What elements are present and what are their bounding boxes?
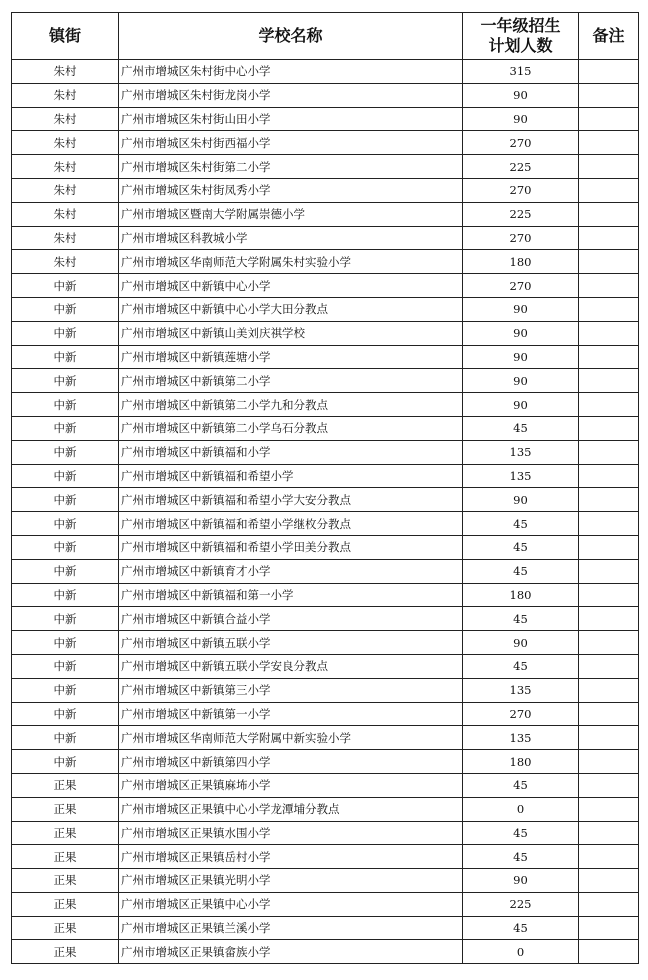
town-cell: 中新 xyxy=(12,345,119,369)
town-cell: 朱村 xyxy=(12,202,119,226)
school-name-cell: 广州市增城区正果镇中心小学龙潭埔分教点 xyxy=(119,797,463,821)
note-cell xyxy=(579,821,639,845)
table-row xyxy=(12,321,639,345)
table-row xyxy=(12,869,639,893)
town-cell: 正果 xyxy=(12,869,119,893)
quota-cell: 90 xyxy=(463,297,579,321)
quota-cell: 45 xyxy=(463,821,579,845)
school-name-cell: 广州市增城区朱村街第二小学 xyxy=(119,155,463,179)
note-cell xyxy=(579,607,639,631)
note-cell xyxy=(579,631,639,655)
town-cell: 中新 xyxy=(12,535,119,559)
school-name-cell: 广州市增城区中新镇合益小学 xyxy=(119,607,463,631)
table-row xyxy=(12,178,639,202)
table-row xyxy=(12,726,639,750)
note-cell xyxy=(579,750,639,774)
note-cell xyxy=(579,131,639,155)
quota-cell: 90 xyxy=(463,83,579,107)
note-cell xyxy=(579,512,639,536)
town-cell: 中新 xyxy=(12,393,119,417)
town-cell: 正果 xyxy=(12,892,119,916)
school-name-cell: 广州市增城区中新镇第三小学 xyxy=(119,678,463,702)
table-row xyxy=(12,131,639,155)
quota-cell: 45 xyxy=(463,845,579,869)
town-cell: 朱村 xyxy=(12,226,119,250)
town-cell: 正果 xyxy=(12,845,119,869)
table-row xyxy=(12,702,639,726)
town-cell: 朱村 xyxy=(12,107,119,131)
school-name-cell: 广州市增城区中新镇山美刘庆祺学校 xyxy=(119,321,463,345)
table-row xyxy=(12,83,639,107)
note-cell xyxy=(579,274,639,298)
table-row xyxy=(12,274,639,298)
table-row xyxy=(12,155,639,179)
quota-cell: 90 xyxy=(463,345,579,369)
school-name-cell: 广州市增城区中新镇第二小学九和分教点 xyxy=(119,393,463,417)
school-name-cell: 广州市增城区正果镇水围小学 xyxy=(119,821,463,845)
school-name-cell: 广州市增城区朱村街龙岗小学 xyxy=(119,83,463,107)
note-cell xyxy=(579,226,639,250)
note-cell xyxy=(579,345,639,369)
note-cell xyxy=(579,60,639,84)
school-name-cell: 广州市增城区正果镇兰溪小学 xyxy=(119,916,463,940)
school-name-cell: 广州市增城区中新镇五联小学安良分教点 xyxy=(119,654,463,678)
town-cell: 正果 xyxy=(12,916,119,940)
quota-cell: 225 xyxy=(463,202,579,226)
quota-cell: 0 xyxy=(463,940,579,964)
table-row xyxy=(12,416,639,440)
town-cell: 中新 xyxy=(12,512,119,536)
table-row xyxy=(12,559,639,583)
quota-cell: 315 xyxy=(463,60,579,84)
note-cell xyxy=(579,250,639,274)
note-cell xyxy=(579,202,639,226)
school-name-cell: 广州市增城区中新镇福和希望小学田美分教点 xyxy=(119,535,463,559)
header-school-name: 学校名称 xyxy=(119,13,463,60)
quota-cell: 90 xyxy=(463,393,579,417)
quota-cell: 225 xyxy=(463,892,579,916)
table-row xyxy=(12,345,639,369)
quota-cell: 135 xyxy=(463,464,579,488)
table-row xyxy=(12,607,639,631)
note-cell xyxy=(579,416,639,440)
note-cell xyxy=(579,464,639,488)
quota-cell: 90 xyxy=(463,631,579,655)
school-name-cell: 广州市增城区科教城小学 xyxy=(119,226,463,250)
header-town: 镇街 xyxy=(12,13,119,60)
town-cell: 中新 xyxy=(12,369,119,393)
table-row xyxy=(12,678,639,702)
town-cell: 中新 xyxy=(12,416,119,440)
note-cell xyxy=(579,797,639,821)
note-cell xyxy=(579,155,639,179)
town-cell: 中新 xyxy=(12,297,119,321)
table-row xyxy=(12,250,639,274)
school-name-cell: 广州市增城区中新镇第二小学乌石分教点 xyxy=(119,416,463,440)
quota-cell: 90 xyxy=(463,869,579,893)
table-row xyxy=(12,654,639,678)
quota-cell: 270 xyxy=(463,131,579,155)
note-cell xyxy=(579,393,639,417)
school-name-cell: 广州市增城区正果镇畲族小学 xyxy=(119,940,463,964)
quota-cell: 135 xyxy=(463,726,579,750)
school-name-cell: 广州市增城区中新镇福和希望小学大安分教点 xyxy=(119,488,463,512)
table-row xyxy=(12,464,639,488)
school-name-cell: 广州市增城区中新镇福和希望小学 xyxy=(119,464,463,488)
quota-cell: 45 xyxy=(463,416,579,440)
header-quota-line1: 一年级招生 xyxy=(480,16,561,35)
note-cell xyxy=(579,583,639,607)
note-cell xyxy=(579,535,639,559)
note-cell xyxy=(579,726,639,750)
table-row xyxy=(12,369,639,393)
quota-cell: 135 xyxy=(463,440,579,464)
school-name-cell: 广州市增城区中新镇五联小学 xyxy=(119,631,463,655)
town-cell: 中新 xyxy=(12,654,119,678)
school-name-cell: 广州市增城区朱村街西福小学 xyxy=(119,131,463,155)
header-note: 备注 xyxy=(579,13,639,60)
school-name-cell: 广州市增城区中新镇育才小学 xyxy=(119,559,463,583)
quota-cell: 90 xyxy=(463,369,579,393)
quota-cell: 90 xyxy=(463,488,579,512)
table-row xyxy=(12,393,639,417)
table-row xyxy=(12,845,639,869)
table-row xyxy=(12,631,639,655)
school-name-cell: 广州市增城区中新镇第二小学 xyxy=(119,369,463,393)
header-quota-line2: 计划人数 xyxy=(488,36,553,55)
quota-cell: 270 xyxy=(463,274,579,298)
town-cell: 朱村 xyxy=(12,60,119,84)
school-name-cell: 广州市增城区中新镇中心小学大田分教点 xyxy=(119,297,463,321)
school-name-cell: 广州市增城区中新镇中心小学 xyxy=(119,274,463,298)
school-name-cell: 广州市增城区中新镇第四小学 xyxy=(119,750,463,774)
note-cell xyxy=(579,321,639,345)
town-cell: 中新 xyxy=(12,750,119,774)
table-row xyxy=(12,488,639,512)
quota-cell: 90 xyxy=(463,107,579,131)
town-cell: 中新 xyxy=(12,607,119,631)
school-name-cell: 广州市增城区中新镇第一小学 xyxy=(119,702,463,726)
quota-cell: 225 xyxy=(463,155,579,179)
quota-cell: 45 xyxy=(463,654,579,678)
school-name-cell: 广州市增城区暨南大学附属崇德小学 xyxy=(119,202,463,226)
town-cell: 中新 xyxy=(12,321,119,345)
town-cell: 中新 xyxy=(12,559,119,583)
table-body xyxy=(12,60,639,964)
table-row xyxy=(12,773,639,797)
quota-cell: 45 xyxy=(463,916,579,940)
school-name-cell: 广州市增城区朱村街山田小学 xyxy=(119,107,463,131)
note-cell xyxy=(579,678,639,702)
quota-cell: 45 xyxy=(463,535,579,559)
town-cell: 朱村 xyxy=(12,155,119,179)
note-cell xyxy=(579,845,639,869)
note-cell xyxy=(579,369,639,393)
table-row xyxy=(12,107,639,131)
note-cell xyxy=(579,297,639,321)
note-cell xyxy=(579,940,639,964)
note-cell xyxy=(579,916,639,940)
table-row xyxy=(12,797,639,821)
table-row xyxy=(12,750,639,774)
quota-cell: 45 xyxy=(463,512,579,536)
town-cell: 正果 xyxy=(12,940,119,964)
school-name-cell: 广州市增城区朱村街中心小学 xyxy=(119,60,463,84)
note-cell xyxy=(579,559,639,583)
school-name-cell: 广州市增城区中新镇福和第一小学 xyxy=(119,583,463,607)
town-cell: 中新 xyxy=(12,678,119,702)
town-cell: 中新 xyxy=(12,726,119,750)
note-cell xyxy=(579,83,639,107)
school-name-cell: 广州市增城区正果镇麻㘵小学 xyxy=(119,773,463,797)
table-row xyxy=(12,202,639,226)
table-row xyxy=(12,226,639,250)
table-row xyxy=(12,583,639,607)
quota-cell: 270 xyxy=(463,702,579,726)
town-cell: 正果 xyxy=(12,797,119,821)
town-cell: 朱村 xyxy=(12,250,119,274)
school-name-cell: 广州市增城区正果镇光明小学 xyxy=(119,869,463,893)
note-cell xyxy=(579,107,639,131)
table-row xyxy=(12,512,639,536)
note-cell xyxy=(579,702,639,726)
town-cell: 朱村 xyxy=(12,83,119,107)
town-cell: 中新 xyxy=(12,583,119,607)
table-row xyxy=(12,916,639,940)
header-quota xyxy=(463,13,579,60)
school-name-cell: 广州市增城区正果镇岳村小学 xyxy=(119,845,463,869)
quota-cell: 45 xyxy=(463,773,579,797)
quota-cell: 90 xyxy=(463,321,579,345)
town-cell: 朱村 xyxy=(12,131,119,155)
school-name-cell: 广州市增城区中新镇福和小学 xyxy=(119,440,463,464)
quota-cell: 270 xyxy=(463,226,579,250)
quota-cell: 45 xyxy=(463,559,579,583)
school-name-cell: 广州市增城区华南师范大学附属朱村实验小学 xyxy=(119,250,463,274)
table-row xyxy=(12,892,639,916)
school-name-cell: 广州市增城区中新镇莲塘小学 xyxy=(119,345,463,369)
town-cell: 中新 xyxy=(12,631,119,655)
school-name-cell: 广州市增城区朱村街凤秀小学 xyxy=(119,178,463,202)
table-row xyxy=(12,821,639,845)
note-cell xyxy=(579,440,639,464)
quota-cell: 180 xyxy=(463,750,579,774)
note-cell xyxy=(579,488,639,512)
table-row xyxy=(12,440,639,464)
note-cell xyxy=(579,869,639,893)
quota-cell: 135 xyxy=(463,678,579,702)
town-cell: 中新 xyxy=(12,274,119,298)
table-row xyxy=(12,297,639,321)
quota-cell: 270 xyxy=(463,178,579,202)
town-cell: 中新 xyxy=(12,702,119,726)
note-cell xyxy=(579,654,639,678)
quota-cell: 0 xyxy=(463,797,579,821)
town-cell: 正果 xyxy=(12,821,119,845)
quota-cell: 45 xyxy=(463,607,579,631)
note-cell xyxy=(579,178,639,202)
table-header xyxy=(12,13,639,60)
enrollment-table xyxy=(11,12,639,964)
town-cell: 正果 xyxy=(12,773,119,797)
note-cell xyxy=(579,773,639,797)
table-row xyxy=(12,535,639,559)
town-cell: 中新 xyxy=(12,440,119,464)
school-name-cell: 广州市增城区正果镇中心小学 xyxy=(119,892,463,916)
header-row xyxy=(12,13,639,60)
table-row xyxy=(12,940,639,964)
town-cell: 朱村 xyxy=(12,178,119,202)
school-name-cell: 广州市增城区中新镇福和希望小学继枚分教点 xyxy=(119,512,463,536)
note-cell xyxy=(579,892,639,916)
school-name-cell: 广州市增城区华南师范大学附属中新实验小学 xyxy=(119,726,463,750)
quota-cell: 180 xyxy=(463,250,579,274)
quota-cell: 180 xyxy=(463,583,579,607)
town-cell: 中新 xyxy=(12,464,119,488)
town-cell: 中新 xyxy=(12,488,119,512)
table-row xyxy=(12,60,639,84)
